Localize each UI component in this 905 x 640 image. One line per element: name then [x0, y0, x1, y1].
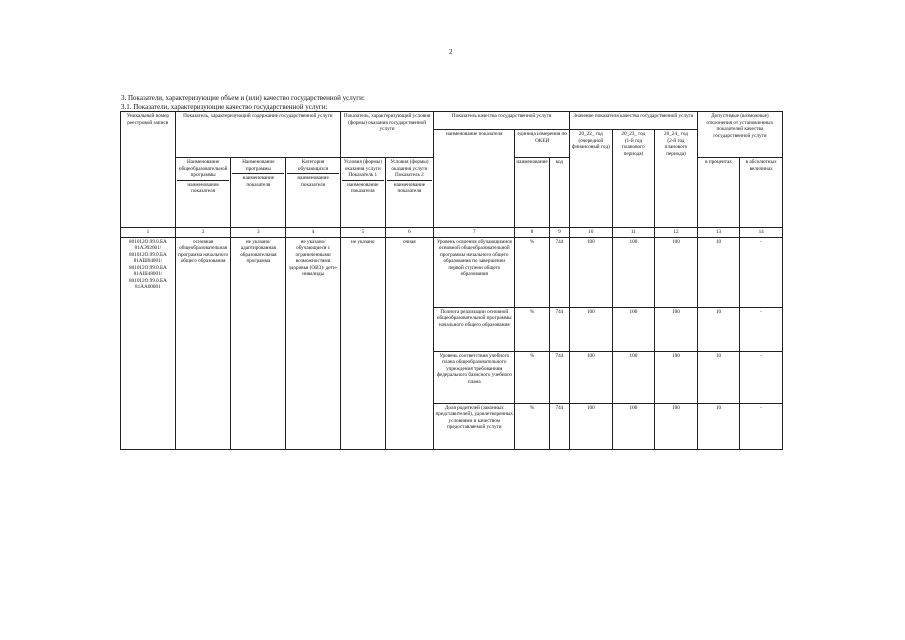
ind-0-v1: 100 [570, 237, 613, 307]
col-number-7: 7 [434, 228, 515, 238]
hdr-service-content: Показатель, характеризующий содержание государственной услуги [175, 112, 340, 158]
ind-1-code: 744 [549, 307, 569, 351]
ind-3-abs: - [740, 403, 783, 449]
ind-0-pct: 10 [697, 237, 740, 307]
col-number-3: 3 [231, 228, 286, 238]
sub-absolute: в абсолютных величинах [740, 158, 783, 228]
cell-condition-1: не указано [340, 237, 385, 449]
ind-3-name: Доля родителей (законных представителей), удовлетворенных условиями и качеством предоставляемой услуги [434, 403, 515, 449]
ind-2-name: Уровень соответствия учебного плана общеобразовательного учреждения требованиям федерального базисного учебного плана [434, 351, 515, 403]
year-1-sub: (очередной финансовый год) [571, 137, 610, 150]
sub-c2-ind: наименование показателя [177, 180, 230, 195]
ind-2-code: 744 [549, 351, 569, 403]
sub-program [231, 158, 286, 228]
section-3-title: 3. Показатели, характеризующие объем и (или) качество государственной услуги: [121, 94, 365, 102]
year-1-label: 20_22_ год [578, 131, 603, 137]
year-3-label: 20_24_ год [663, 131, 688, 137]
hdr-indicator-name: наименование показателя [434, 130, 515, 228]
ind-0-abs: - [740, 237, 783, 307]
col-number-12: 12 [655, 228, 698, 238]
ind-2-abs: - [740, 351, 783, 403]
hdr-year-3 [655, 130, 698, 228]
hdr-service-conditions: Показатель, характеризующий условия (формы) оказания государственной услуги [340, 112, 433, 158]
hdr-registry-number: Уникальный номер реестровой записи [121, 112, 176, 228]
sub-category [286, 158, 341, 228]
cell-condition-2: очная [385, 237, 434, 449]
sub-condition-1 [340, 158, 385, 228]
hdr-indicator-values: Значение показателя качества государственной услуги [570, 112, 698, 130]
ind-0-v3: 100 [655, 237, 698, 307]
ind-2-v1: 100 [570, 351, 613, 403]
ind-1-pct: 10 [697, 307, 740, 351]
quality-indicators-table [120, 111, 783, 450]
sub-c3-text: Наименование программы [242, 159, 275, 172]
ind-3-v2: 100 [612, 403, 655, 449]
col-number-9: 9 [549, 228, 569, 238]
ind-0-name: Уровень освоения обучающимися основной общеобразовательной программы начального общего образования по завершении первой ступени общего образования [434, 237, 515, 307]
sub-condition-2 [385, 158, 434, 228]
sub-c3-ind: наименование показателя [232, 173, 284, 188]
col-number-10: 10 [570, 228, 613, 238]
sub-c5-text: Условия (формы) оказания услуги Показатель 1 [343, 159, 382, 178]
ind-3-pct: 10 [697, 403, 740, 449]
ind-2-v3: 100 [655, 351, 698, 403]
col-number-11: 11 [612, 228, 655, 238]
ind-1-v3: 100 [655, 307, 698, 351]
sub-percent: в процентах [697, 158, 740, 228]
col-number-14: 14 [740, 228, 783, 238]
col-number-13: 13 [697, 228, 740, 238]
ind-1-v1: 100 [570, 307, 613, 351]
page-number: 2 [449, 48, 453, 56]
sub-c5-ind: наименование показателя [342, 180, 384, 195]
hdr-allowed-deviations: Допустимые (возможные) отклонения от установленных показателей качества государственной услуги [697, 112, 782, 158]
ind-0-v2: 100 [612, 237, 655, 307]
sub-program-name [175, 158, 231, 228]
ind-3-v3: 100 [655, 403, 698, 449]
sub-c6-ind: наименование показателя [387, 180, 433, 195]
col-number-4: 4 [286, 228, 341, 238]
ind-3-code: 744 [549, 403, 569, 449]
ind-3-unit: % [515, 403, 549, 449]
ind-1-abs: - [740, 307, 783, 351]
ind-1-name: Полнота реализации основной общеобразовательной программы начального общего образования [434, 307, 515, 351]
hdr-year-1 [570, 130, 613, 228]
cell-category: не указано/ обучающиеся с ограниченными возможностями здоровья (ОВЗ)/ дети-инвалиды [286, 237, 341, 449]
section-3-1-title: 3.1. Показатели, характеризующие качество государственной услуги: [121, 103, 328, 111]
hdr-year-2 [612, 130, 655, 228]
col-number-2: 2 [175, 228, 231, 238]
ind-0-unit: % [515, 237, 549, 307]
sub-c2-text: Наименование общеобразовательной программы [178, 159, 228, 178]
sub-unit-code: код [549, 158, 569, 228]
col-number-1: 1 [121, 228, 176, 238]
cell-program-name: основная общеобразовательная программа начального общего образования [175, 237, 231, 449]
ind-1-unit: % [515, 307, 549, 351]
cell-registry-number: 801012О.99.0.БА 81АЭ92001/ 801012О.99.0.БА 81АШ04001/ 801012О.99.0.БА 81АШ48001/ 801012О.99.0.БА 81АА00001 [121, 237, 176, 449]
ind-2-unit: % [515, 351, 549, 403]
ind-0-code: 744 [549, 237, 569, 307]
ind-2-pct: 10 [697, 351, 740, 403]
col-number-6: 6 [385, 228, 434, 238]
hdr-quality-indicator: Показатель качества государственной услуги [434, 112, 570, 130]
ind-1-v2: 100 [612, 307, 655, 351]
ind-2-v2: 100 [612, 351, 655, 403]
sub-c6-text: Условия (формы) оказания услуги Показатель 2 [390, 159, 429, 178]
year-3-sub: (2-й год планового периода) [664, 137, 688, 157]
sub-c4-text: Категория обучающихся [297, 159, 329, 172]
sub-unit-name: наименование [515, 158, 549, 228]
hdr-unit-okei: единица измерения по ОКЕИ [515, 130, 570, 158]
year-2-sub: (1-й год планового периода) [622, 137, 645, 157]
col-number-5: 5 [340, 228, 385, 238]
ind-3-v1: 100 [570, 403, 613, 449]
sub-c4-ind: наименование показателя [287, 173, 339, 188]
cell-program: не указано/ адаптированная образовательная программа [231, 237, 286, 449]
col-number-8: 8 [515, 228, 549, 238]
year-2-label: 20_23_ год [621, 131, 646, 137]
